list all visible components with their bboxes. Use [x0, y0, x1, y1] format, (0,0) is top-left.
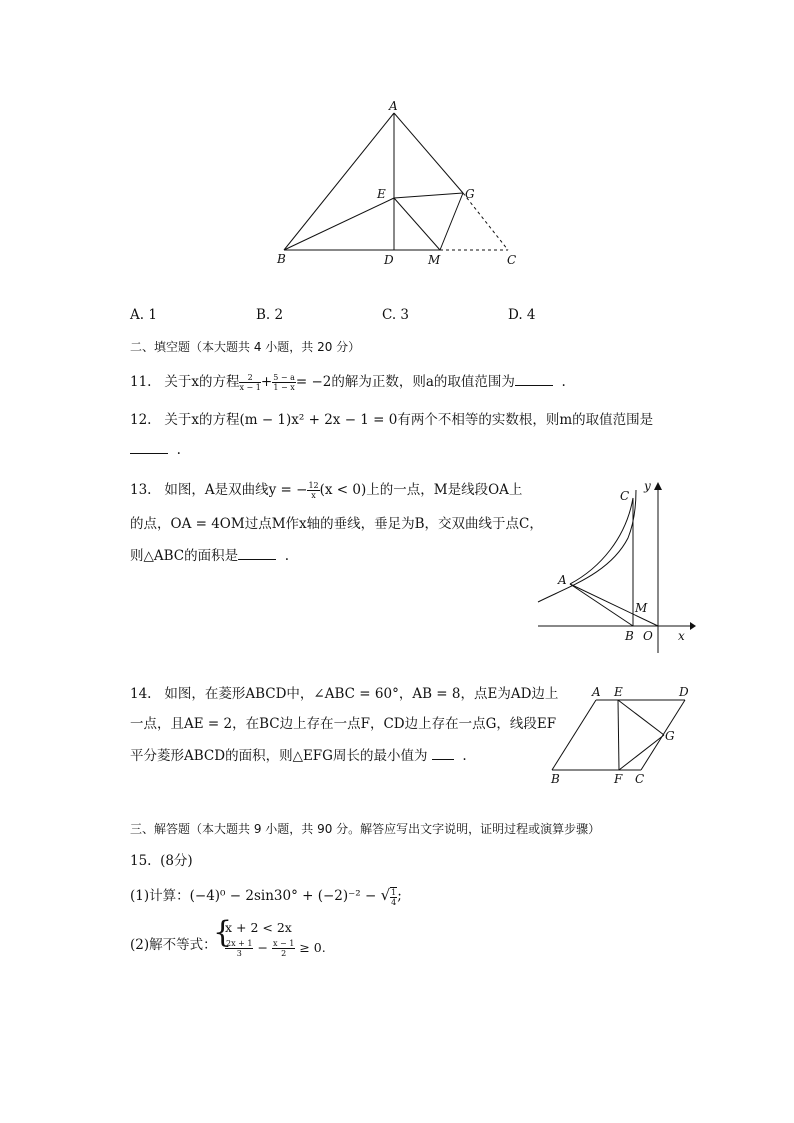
q13-end: .: [284, 548, 290, 564]
q14-answer-blank[interactable]: [432, 747, 454, 760]
y-axis-arrow-icon: [654, 482, 662, 490]
fig13-label-O: O: [643, 629, 653, 643]
q14-line2: 一点，且AE = 2，在BC边上存在一点F，CD边上存在一点G，线段EF: [130, 716, 557, 732]
q13-line1: [130, 480, 522, 500]
fig14-label-E: E: [614, 685, 623, 699]
q15-ineq2: $\frac{2x + 1}{3}$ − $\frac{x - 1}{2}$ ≥ 0.: [226, 939, 326, 958]
q11-number: 11.: [130, 374, 152, 390]
q15-part1-end: ;: [397, 888, 402, 904]
fig13-label-C: C: [620, 489, 630, 503]
q15-score: (8分): [160, 853, 193, 869]
section-3-title: 三、解答题（本大题共 9 小题，共 90 分。解答应写出文字说明，证明过程或演算步骤）: [130, 822, 601, 836]
q12-text: 关于x的方程(m − 1)x² + 2x − 1 = 0有两个不相等的实数根，则m的取值范围是: [164, 412, 654, 428]
label-A: A: [389, 99, 398, 113]
q11-plus: +: [260, 374, 273, 390]
q11-pre: 关于x的方程: [164, 374, 240, 390]
question-12: [130, 410, 653, 430]
q13-frac: $\frac{12}{x}$: [308, 481, 319, 500]
q13-answer-blank[interactable]: [238, 547, 276, 560]
q13-number: 13.: [130, 482, 152, 498]
fig14-label-D: D: [679, 685, 689, 699]
q11-end: .: [561, 374, 566, 390]
option-a[interactable]: A. 1: [130, 307, 157, 323]
q12-number: 12.: [130, 412, 152, 428]
q11-frac1: $\frac{2}{x - 1}$: [239, 373, 261, 392]
label-B: B: [277, 252, 286, 266]
q12-end: .: [176, 442, 181, 458]
hyperbola-figure: [530, 478, 700, 658]
q11-frac2: $\frac{5 - a}{1 - x}$: [273, 373, 295, 392]
q14-end: .: [462, 748, 467, 764]
q15-brace: {: [213, 915, 233, 950]
q14-line3-pre: 平分菱形ABCD的面积，则△EFG周长的最小值为: [130, 748, 428, 764]
fig13-label-x: x: [678, 629, 685, 643]
q12-answer-blank[interactable]: [130, 441, 168, 454]
fig14-label-F: F: [614, 772, 623, 786]
q11-answer-blank[interactable]: [515, 373, 553, 386]
q15-part2-pre: (2)解不等式：: [130, 937, 217, 953]
fig14-label-A: A: [592, 685, 601, 699]
label-C: C: [507, 253, 517, 267]
q13-line3: [130, 546, 289, 566]
q15-part2: [130, 935, 217, 955]
fig13-label-M: M: [635, 601, 648, 615]
q13-line3-pre: 则△ABC的面积是: [130, 548, 239, 564]
q14-line1: [130, 684, 558, 704]
fig13-label-B: B: [625, 629, 634, 643]
fig13-label-A: A: [558, 573, 567, 587]
section-2-title: 二、填空题（本大题共 4 小题，共 20 分）: [130, 340, 361, 354]
rhombus-figure: [545, 682, 705, 787]
fig14-label-B: B: [551, 772, 560, 786]
fig14-label-G: G: [665, 729, 675, 743]
fig14-label-C: C: [635, 772, 645, 786]
option-c[interactable]: C. 3: [382, 307, 410, 323]
fig13-label-y: y: [644, 479, 651, 493]
q14-number: 14.: [130, 686, 152, 702]
q14-line1-text: 如图，在菱形ABCD中，∠ABC = 60°，AB = 8，点E为AD边上: [164, 686, 559, 702]
q15-part1: (1)计算：(−4)⁰ − 2sin30° + (−2)⁻² − √ $\frac{1}{4}$ ;: [130, 886, 402, 907]
q14-line3: [130, 746, 467, 766]
q13-line1-pre: 如图，A是双曲线y = −: [164, 482, 308, 498]
q15-sqrt-frac: $\frac{1}{4}$: [391, 887, 397, 907]
option-b[interactable]: B. 2: [256, 307, 284, 323]
triangle-figure: [270, 95, 530, 270]
label-M: M: [428, 253, 441, 267]
label-G: G: [465, 187, 475, 201]
q11-post: = −2的解为正数，则a的取值范围为: [295, 374, 515, 390]
q12-answer-line: [130, 440, 181, 460]
label-E: E: [377, 187, 386, 201]
q13-line1-post: (x < 0)上的一点，M是线段OA上: [319, 482, 523, 498]
q15-header: [130, 851, 193, 871]
q15-part1-pre: (1)计算：(−4)⁰ − 2sin30° + (−2)⁻² −: [130, 888, 381, 904]
q15-ineq1: x + 2 < 2x: [225, 920, 292, 935]
q15-number: 15.: [130, 853, 152, 869]
question-11: [130, 372, 566, 392]
option-d[interactable]: D. 4: [508, 307, 536, 323]
q13-line2: 的点，OA = 4OM过点M作x轴的垂线，垂足为B，交双曲线于点C，: [130, 516, 543, 532]
label-D: D: [384, 253, 394, 267]
x-axis-arrow-icon: [690, 622, 696, 630]
